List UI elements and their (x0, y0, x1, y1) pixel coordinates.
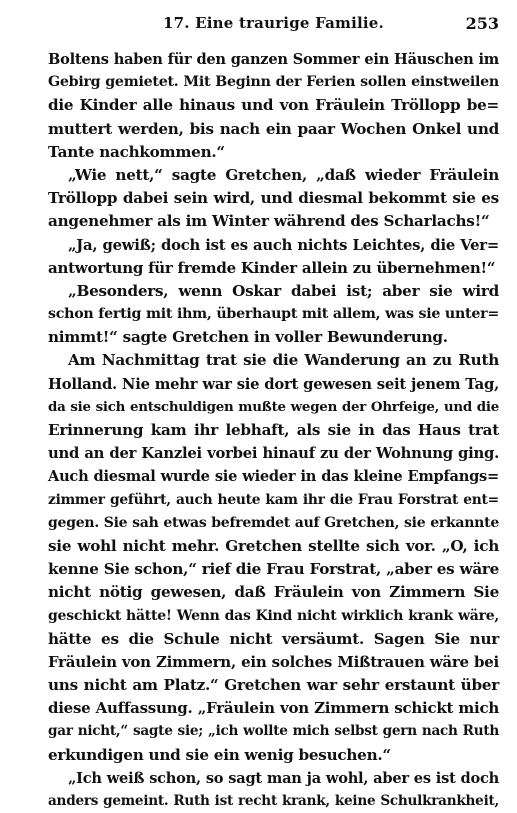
text-line: Fräulein von Zimmern, ein solches Mißtrauen wäre bei (48, 652, 499, 671)
text-line: Tante nachkommen.“ (48, 142, 225, 161)
text-line: nimmt!“ sagte Gretchen in voller Bewunderung. (48, 328, 448, 347)
text-line: erkundigen und sie ein wenig besuchen.“ (48, 745, 391, 764)
text-line: uns nicht am Platz.“ Gretchen war sehr erstaunt über (48, 676, 499, 695)
text-line: Tröllopp dabei sein wird, und diesmal bekommt sie es (48, 189, 499, 208)
text-line: da sie sich entschuldigen mußte wegen der Ohrfeige, und die (48, 398, 499, 415)
body-text (48, 48, 499, 813)
page-header (48, 14, 499, 40)
text-line: und an der Kanzlei vorbei hinauf zu der Wohnung ging. (48, 445, 499, 463)
text-line: zimmer geführt, auch heute kam ihr die Frau Forstrat ent= (48, 491, 499, 508)
text-line: Auch diesmal wurde sie wieder in das kleine Empfangs= (48, 468, 499, 486)
text-line: „Wie nett,“ sagte Gretchen, „daß wieder Fräulein (68, 165, 499, 184)
text-line: diese Auffassung. „Fräulein von Zimmern schickt mich (48, 699, 499, 718)
text-line: „Besonders, wenn Oskar dabei ist; aber sie wird (68, 281, 499, 300)
text-line: die Kinder alle hinaus und von Fräulein Tröllopp be= (48, 96, 499, 115)
text-line: muttert werden, bis nach ein paar Wochen Onkel und (48, 119, 499, 138)
text-line: kenne Sie schon,“ rief die Frau Forstrat, „aber es wäre (48, 560, 500, 579)
text-line: Boltens haben für den ganzen Sommer ein Häuschen im (48, 51, 499, 68)
text-line: „Ja, gewiß; doch ist es auch nichts Leichtes, die Ver= (68, 236, 499, 254)
text-line: Am Nachmittag trat sie die Wanderung an zu Ruth (68, 351, 499, 370)
text-line: Holland. Nie mehr war sie dort gewesen seit jenem Tag, (48, 375, 499, 393)
text-line: geschickt hätte! Wenn das Kind nicht wirklich krank wäre, (48, 607, 499, 624)
running-title: 17. Eine traurige Familie. (163, 14, 384, 32)
text-line: antwortung für fremde Kinder allein zu übernehmen!“ (48, 258, 496, 277)
text-line: hätte es die Schule nicht versäumt. Sagen Sie nur (48, 629, 499, 648)
text-line: gegen. Sie sah etwas befremdet auf Gretchen, sie erkannte (48, 514, 499, 531)
text-line: sie wohl nicht mehr. Gretchen stellte sich vor. „O, ich (48, 536, 499, 555)
text-line: anders gemeint. Ruth ist recht krank, keine Schulkrankheit, (48, 793, 499, 809)
text-line: gar nicht,“ sagte sie; „ich wollte mich selbst gern nach Ruth (48, 723, 499, 740)
text-line: schon fertig mit ihm, überhaupt mit allem, was sie unter= (48, 306, 499, 323)
page-number: 253 (465, 14, 499, 33)
text-line: angenehmer als im Winter während des Scharlachs!“ (48, 212, 490, 231)
text-line: nicht nötig gewesen, daß Fräulein von Zimmern Sie (48, 583, 499, 602)
text-line: Gebirg gemietet. Mit Beginn der Ferien sollen einstweilen (48, 74, 499, 91)
text-line: Erinnerung kam ihr lebhaft, als sie in das Haus trat (48, 421, 499, 439)
text-line: „Ich weiß schon, so sagt man ja wohl, aber es ist doch (68, 769, 499, 787)
